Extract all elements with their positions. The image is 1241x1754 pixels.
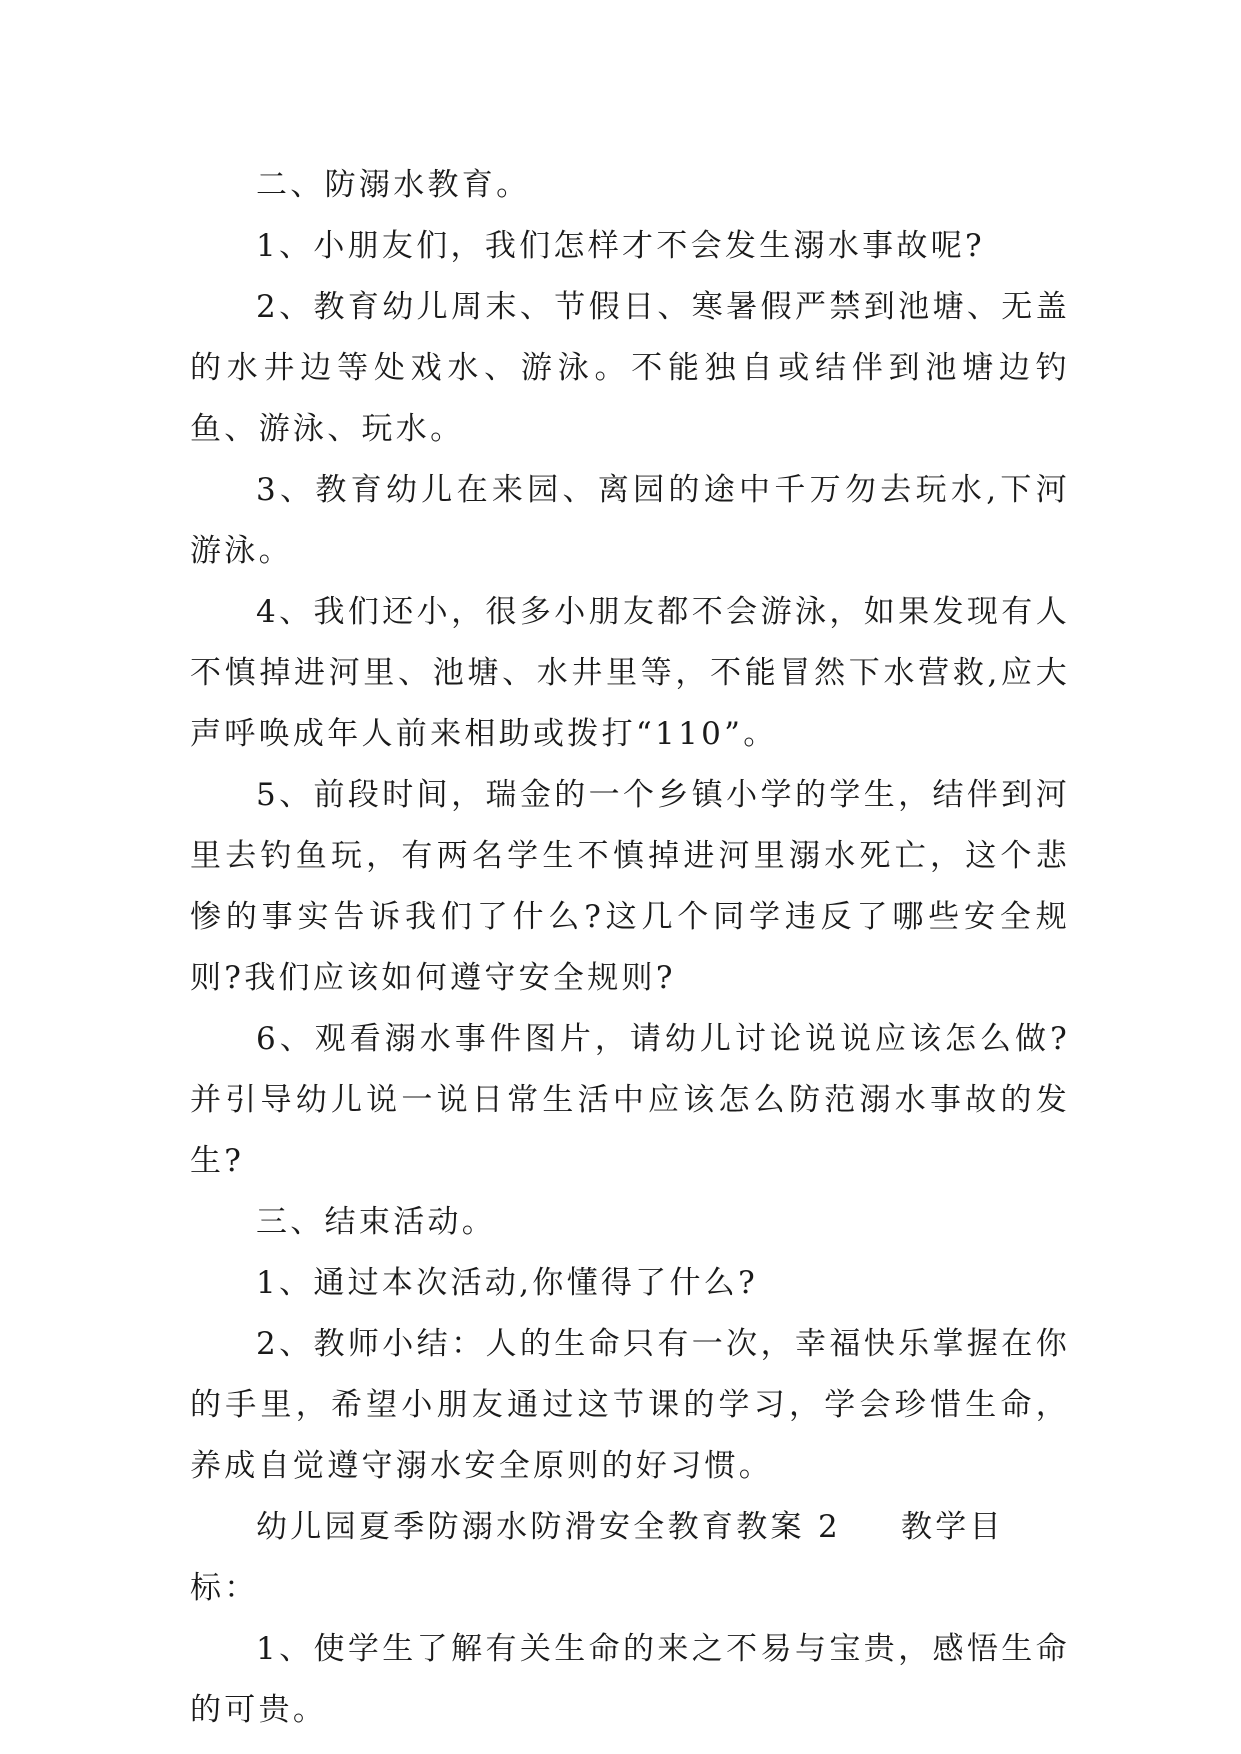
paragraph-item-2: 2、教育幼儿周末、节假日、寒暑假严禁到池塘、无盖的水井边等处戏水、游泳。不能独自或结伴到池塘边钓鱼、游泳、玩水。 [190, 289, 1070, 447]
paragraph-item-5: 5、前段时间，瑞金的一个乡镇小学的学生，结伴到河里去钓鱼玩，有两名学生不慎掉进河里溺水死亡，这个悲惨的事实告诉我们了什么?这几个同学违反了哪些安全规则?我们应该如何遵守安全规则? [190, 777, 1070, 996]
teaching-goals-label: 教学目标： [190, 1509, 1004, 1606]
paragraph-goal-1: 1、使学生了解有关生命的来之不易与宝贵，感悟生命的可贵。 [190, 1631, 1070, 1728]
lesson-title-line [190, 1497, 1070, 1619]
paragraph-item-3: 3、教育幼儿在来园、离园的途中千万勿去玩水,下河游泳。 [190, 472, 1070, 569]
section-heading-drowning-education: 二、防溺水教育。 [256, 167, 531, 203]
lesson-title: 幼儿园夏季防溺水防滑安全教育教案 2 [256, 1509, 841, 1545]
section-heading-conclusion: 三、结束活动。 [256, 1204, 497, 1240]
paragraph-item-6: 6、观看溺水事件图片，请幼儿讨论说说应该怎么做?并引导幼儿说一说日常生活中应该怎么防范溺水事故的发生? [190, 1021, 1070, 1179]
paragraph-conclusion-2: 2、教师小结：人的生命只有一次，幸福快乐掌握在你的手里，希望小朋友通过这节课的学习，学会珍惜生命，养成自觉遵守溺水安全原则的好习惯。 [190, 1326, 1070, 1484]
paragraph-item-1: 1、小朋友们，我们怎样才不会发生溺水事故呢? [256, 228, 985, 264]
paragraph-item-4: 4、我们还小，很多小朋友都不会游泳，如果发现有人不慎掉进河里、池塘、水井里等，不能冒然下水营救,应大声呼唤成年人前来相助或拨打“110”。 [190, 594, 1070, 752]
document-page [190, 155, 1070, 1741]
paragraph-conclusion-1: 1、通过本次活动,你懂得了什么? [256, 1265, 758, 1301]
